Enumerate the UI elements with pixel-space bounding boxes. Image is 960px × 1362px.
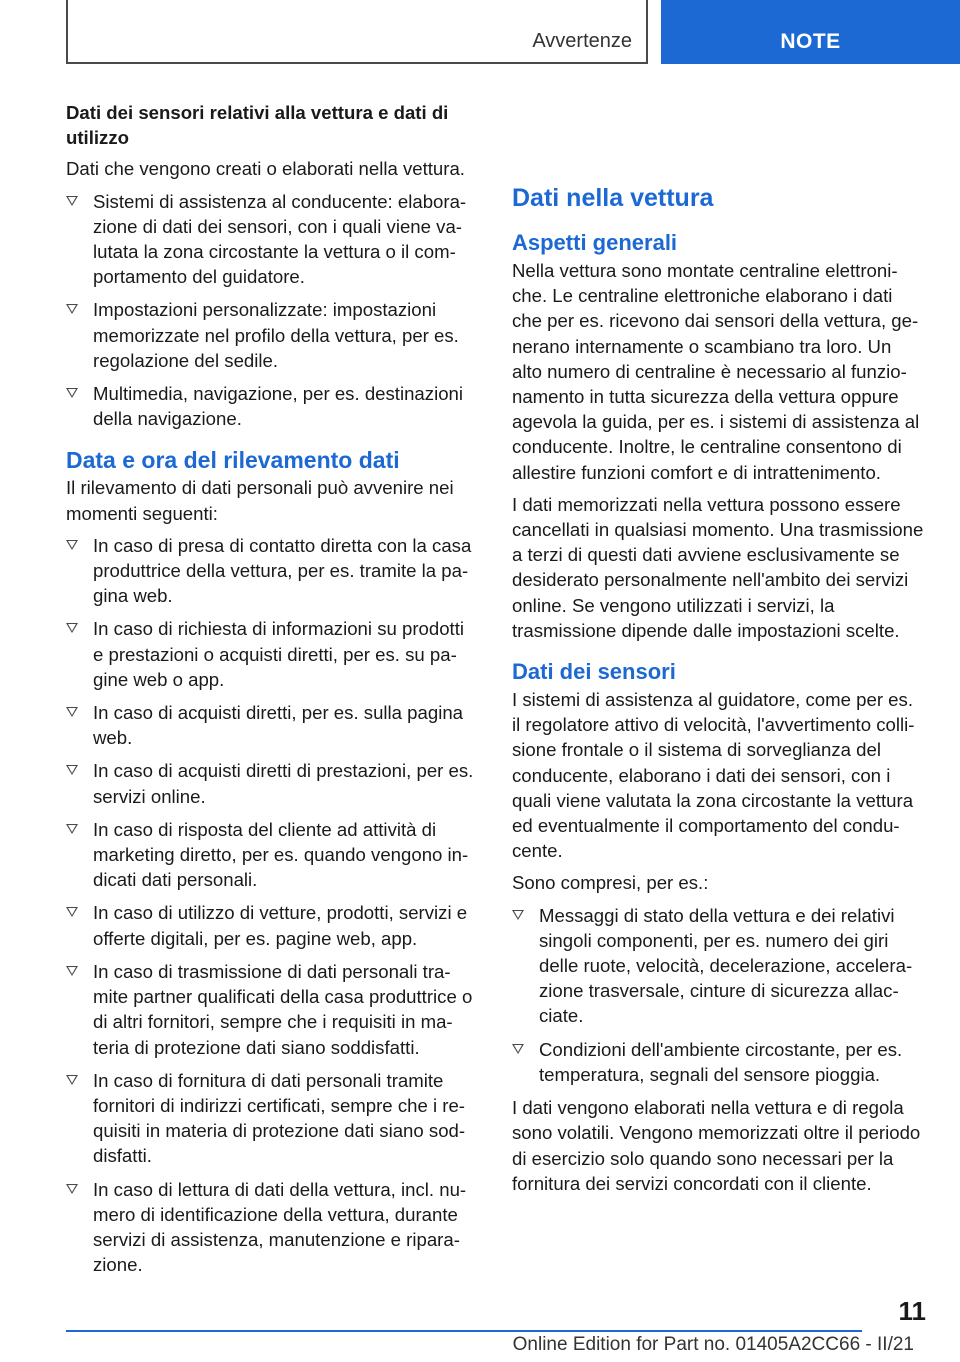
list-item: Multimedia, navigazione, per es. destinazioni della navigazione. (66, 381, 478, 431)
list-item: In caso di presa di contatto diretta con la casa produttrice della vettura, per es. tramite la pagina web. (66, 533, 478, 609)
list-item: Condizioni dell'ambiente circostante, per es. temperatura, segnali del sensore pioggia. (512, 1037, 926, 1087)
general-aspects-paragraph-1: Nella vettura sono montate centraline elettroniche. Le centraline elettroniche elaborano i dati che per es. ricevono dai sensori della vettura, generano internamente o scambiano tra loro. Un alto numero di centraline è necessario al funzionamento in tutta sicurezza della vettura oppure agevola la guida, per es. i sistemi di assistenza al conducente. Inoltre, le centraline consentono di allestire funzioni comfort e di intrattenimento. (512, 260, 920, 483)
list-item: In caso di lettura di dati della vettura, incl. numero di identificazione della vettura, durante servizi di assistenza, manutenzione e riparazione. (66, 1177, 478, 1278)
bullet-triangle-icon (66, 966, 78, 976)
list-item: In caso di richiesta di informazioni su prodotti e prestazioni o acquisti diretti, per es. su pagine web o app. (66, 616, 478, 692)
header-section-box (66, 0, 648, 64)
bullet-triangle-icon (512, 910, 524, 920)
bullet-triangle-icon (66, 1184, 78, 1194)
section-title-vehicle-data: Dati nella vettura (512, 184, 714, 212)
list-item: In caso di trasmissione di dati personali tramite partner qualificati della casa produttrice o di altri fornitori, sempre che i requisiti in materia di protezione dati siano soddisfatti. (66, 959, 478, 1060)
sensor-data-list (512, 903, 926, 1087)
bullet-triangle-icon (66, 824, 78, 834)
bullet-triangle-icon (66, 540, 78, 550)
footer-divider (66, 1330, 862, 1332)
bullet-triangle-icon (512, 1044, 524, 1054)
list-item: In caso di fornitura di dati personali tramite fornitori di indirizzi certificati, sempre che i requisiti in materia di protezione dati siano soddisfatti. (66, 1068, 478, 1169)
list-item: Impostazioni personalizzate: impostazioni memorizzate nel profilo della vettura, per es. regolazione del sedile. (66, 297, 478, 373)
sensor-data-paragraph: I sistemi di assistenza al guidatore, come per es. il regolatore attivo di velocità, l'avvertimento collisione frontale o il sistema di sorveglianza del conducente, elaborano i dati dei sensori, con i quali viene valutata la zona circostante la vettura ed eventualmente il comportamento del conducente. (512, 689, 915, 862)
bullet-triangle-icon (66, 623, 78, 633)
data-collection-list (66, 533, 478, 1277)
bullet-triangle-icon (66, 907, 78, 917)
sensor-usage-intro: Dati che vengono creati o elaborati nella vettura. (66, 158, 465, 180)
list-item: In caso di acquisti diretti, per es. sulla pagina web. (66, 700, 478, 750)
included-examples-label: Sono compresi, per es.: (512, 872, 709, 894)
footer-edition: Online Edition for Part no. 01405A2CC66 - II/21 (512, 1334, 914, 1355)
data-collection-time-heading: Data e ora del rilevamento dati (66, 447, 400, 474)
list-item: In caso di risposta del cliente ad attività di marketing diretto, per es. quando vengono indicati dati personali. (66, 817, 478, 893)
data-volatility-paragraph: I dati vengono elaborati nella vettura e di regola sono volatili. Vengono memorizzati oltre il periodo di esercizio solo quando sono necessari per la fornitura dei servizi concordati con il cliente. (512, 1097, 921, 1194)
page-number: 11 (898, 1296, 926, 1326)
general-aspects-paragraph-2: I dati memorizzati nella vettura possono essere cancellati in qualsiasi momento. Una trasmissione a terzi di questi dati avviene esclusivamente se desiderato personalmente nell'ambito dei servizi online. Se vengono utilizzati i servizi, la trasmissione dipende dalle impostazioni scelte. (512, 493, 924, 641)
bullet-triangle-icon (66, 765, 78, 775)
sensor-usage-list (66, 189, 478, 432)
data-collection-intro: Il rilevamento di dati personali può avvenire nei momenti seguenti: (66, 477, 454, 524)
note-tab-label: NOTE (780, 30, 841, 53)
section-title: Avvertenze (532, 30, 632, 52)
bullet-triangle-icon (66, 388, 78, 398)
bullet-triangle-icon (66, 1075, 78, 1085)
left-column (66, 100, 478, 1285)
bullet-triangle-icon (66, 707, 78, 717)
list-item: In caso di utilizzo di vetture, prodotti, servizi e offerte digitali, per es. pagine web, app. (66, 900, 478, 950)
list-item: Messaggi di stato della vettura e dei relativi singoli componenti, per es. numero dei giri delle ruote, velocità, decelerazione, accelerazione trasversale, cinture di sicurezza allacciate. (512, 903, 926, 1029)
list-item: Sistemi di assistenza al conducente: elaborazione di dati dei sensori, con i quali viene valutata la zona circostante la vettura o il comportamento del guidatore. (66, 189, 478, 290)
bullet-triangle-icon (66, 304, 78, 314)
sensor-usage-heading: Dati dei sensori relativi alla vettura e dati di utilizzo (66, 102, 449, 149)
sensor-data-heading: Dati dei sensori (512, 659, 676, 685)
list-item: In caso di acquisti diretti di prestazioni, per es. servizi online. (66, 758, 478, 808)
bullet-triangle-icon (66, 196, 78, 206)
note-tab[interactable] (661, 0, 960, 64)
right-column (512, 100, 926, 1203)
general-aspects-heading: Aspetti generali (512, 230, 678, 255)
